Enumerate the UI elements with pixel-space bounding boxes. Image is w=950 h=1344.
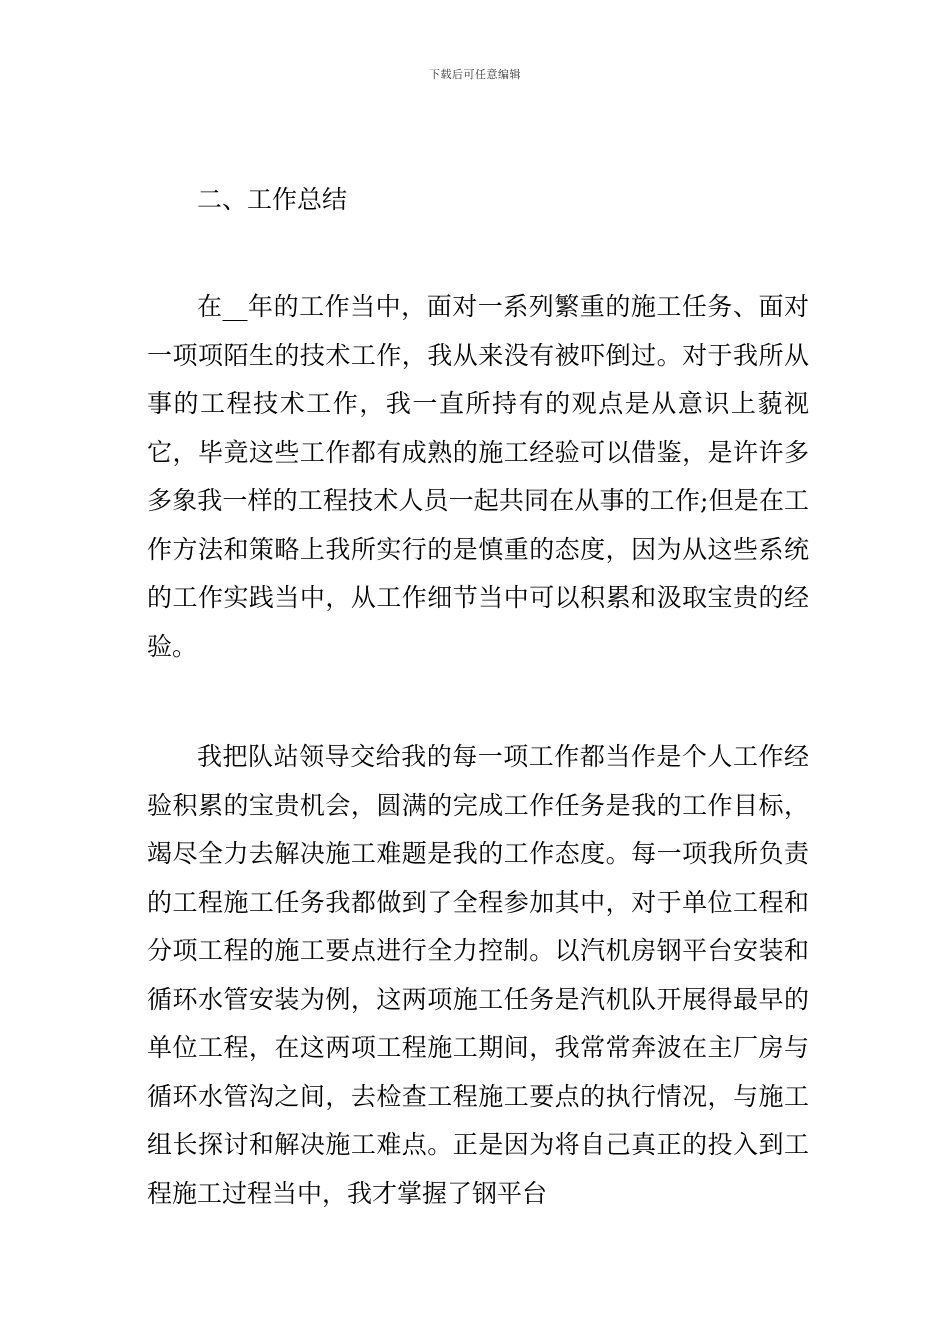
paragraph-work-approach: 在__年的工作当中，面对一系列繁重的施工任务、面对一项项陌生的技术工作，我从来没有被吓倒过。对于我所从事的工程技术工作，我一直所持有的观点是从意识上藐视它，毕竟这些工作都有成熟的施工经验可以借鉴，是许许多多象我一样的工程技术人员一起共同在从事的工作;但是在工作方法和策略上我所实行的是慎重的态度，因为从这些系统的工作实践当中，从工作细节当中可以积累和汲取宝贵的经验。 [147, 292, 809, 661]
document-body [147, 178, 809, 1218]
paragraph-task-execution: 我把队站领导交给我的每一项工作都当作是个人工作经验积累的宝贵机会，圆满的完成工作任务是我的工作目标，竭尽全力去解决施工难题是我的工作态度。每一项我所负责的工程施工任务我都做到了全程参加其中，对于单位工程和分项工程的施工要点进行全力控制。以汽机房钢平台安装和循环水管安装为例，这两项施工任务是汽机队开展得最早的单位工程，在这两项工程施工期间，我常常奔波在主厂房与循环水管沟之间，去检查工程施工要点的执行情况，与施工组长探讨和解决施工难点。正是因为将自己真正的投入到工程施工过程当中，我才掌握了钢平台 [147, 742, 809, 1208]
header-note: 下载后可任意编辑 [429, 68, 521, 81]
section-heading: 二、工作总结 [197, 185, 348, 214]
